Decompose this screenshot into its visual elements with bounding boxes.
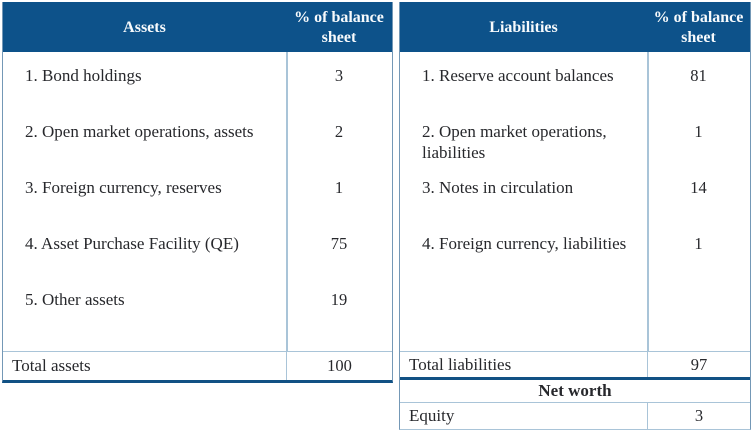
- table-row: [3, 52, 392, 108]
- row-value: 2: [334, 122, 344, 141]
- table-row: [3, 220, 392, 276]
- total-label: Total liabilities: [409, 354, 512, 374]
- liabilities-column-divider: [647, 52, 649, 351]
- total-assets-row: [3, 351, 392, 380]
- total-value: 100: [286, 352, 392, 380]
- equity-label: Equity: [409, 406, 455, 425]
- total-value: 97: [647, 352, 750, 377]
- row-label: 2. Open market operations, assets: [25, 122, 254, 141]
- assets-table-body: [3, 52, 392, 351]
- total-liabilities-row: [400, 351, 750, 380]
- liabilities-header-cell: Liabilities: [489, 19, 558, 36]
- assets-table-header: [3, 2, 392, 52]
- row-label: 2. Open market operations, liabilities: [422, 122, 607, 163]
- assets-table: [2, 2, 393, 383]
- net-worth-row: Net worth: [400, 380, 750, 403]
- total-label: Total assets: [12, 356, 91, 375]
- assets-header-cell: Assets: [123, 19, 166, 36]
- equity-value: 3: [647, 403, 750, 429]
- table-row: [400, 52, 750, 108]
- table-row: [400, 108, 750, 164]
- table-row: [3, 276, 392, 332]
- row-label: 3. Notes in circulation: [422, 178, 574, 197]
- assets-column-divider: [286, 52, 288, 351]
- row-value: 75: [330, 234, 348, 253]
- row-label: 4. Asset Purchase Facility (QE): [25, 234, 239, 253]
- row-label: 1. Bond holdings: [25, 66, 142, 85]
- table-row: [3, 164, 392, 220]
- row-label: 5. Other assets: [25, 290, 125, 309]
- row-label: 4. Foreign currency, liabilities: [422, 234, 627, 253]
- row-value: 14: [690, 178, 707, 197]
- table-row: [400, 164, 750, 220]
- row-value: 3: [334, 66, 344, 85]
- liabilities-table-header: [400, 2, 750, 52]
- row-label: 1. Reserve account balances: [422, 66, 614, 85]
- liabilities-table: [399, 2, 751, 430]
- row-label: 3. Foreign currency, reserves: [25, 178, 222, 197]
- row-value: 1: [694, 122, 703, 141]
- row-value: 1: [694, 234, 703, 253]
- row-value: 19: [330, 290, 348, 309]
- assets-pct-header-cell: % of balance sheet: [294, 9, 384, 46]
- liabilities-pct-header-cell: % of balance sheet: [653, 9, 744, 46]
- row-value: 81: [690, 66, 707, 85]
- liabilities-table-body: [400, 52, 750, 351]
- table-row: [3, 108, 392, 164]
- table-row: [400, 220, 750, 276]
- row-value: 1: [334, 178, 344, 197]
- equity-row: [400, 403, 750, 429]
